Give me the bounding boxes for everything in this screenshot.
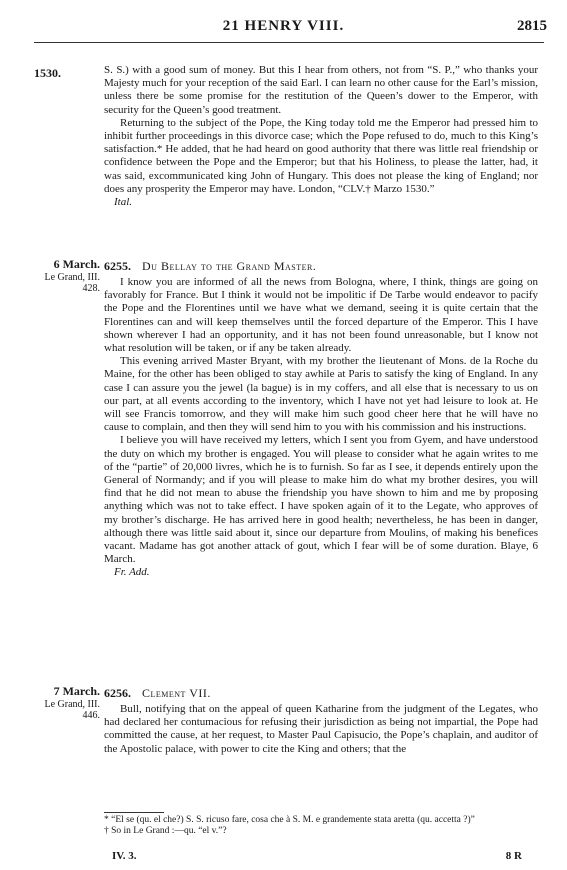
entry-6255-body: [104, 276, 538, 580]
paragraph: This evening arrived Master Bryant, with my brother the lieutenant of Mons. de la Roche du Maine, for the other has been obliged to stay awhile at Paris to satisfy the king of England. In any case I can assure you the jewel (la bague) is in my coffers, and all else that is necessary to us on our part, at all events according to the inventory, which I have not yet had leisure to look at. He will see Francis tomorrow, and they will make him such good cheer here that he will have no cause to complain, and then they will send him to you with his commission and his instructions.: [104, 355, 538, 434]
page-header: [0, 18, 567, 38]
page-number: 2815: [517, 18, 547, 34]
gathering-mark: 8 R: [505, 850, 522, 862]
source-signoff: Ital.: [114, 196, 133, 209]
paragraph: Bull, notifying that on the appeal of queen Katharine from the judgment of the Legates, who had declared her contumacious for refusing their jurisdiction as being not impartial, the Pope had committed the cause, at her request, to Master Paul Capisucio, the Pope’s chaplain, and auditor of the Apostolic palace, with power to cite the King and others; that the: [104, 703, 538, 755]
source-reference: Le Grand, III.: [44, 699, 100, 710]
footnote: * “El se (qu. el che?) S. S. ricuso fare, cosa che à S. M. e grandemente stata aretta (qu. accetta ?)”: [104, 815, 475, 825]
entry-date: 6 March.: [53, 257, 100, 271]
paragraph: I know you are informed of all the news from Bologna, where, I think, things are going on favorably for France. But I think it would not be impolitic if De Tarbe would endeavor to pacify the Pope and the Florentines until we have what we demand, seeing it is quite certain that the Florentines can and will keep themselves until the forced departure of the Emperor. This I have shown wherever I had an opportunity, and it has not been found unreasonable, but I know not what resolution will be taken, or if any be taken already.: [104, 276, 538, 355]
entry-number: 6256.: [104, 686, 131, 700]
paragraph: S. S.) with a good sum of money. But this I hear from others, not from “S. P.,” who thanks your Majesty much for your reception of the said Earl. I can learn no other cause for the Earl’s mission, unless there be some promise for the restitution of the Queen’s dower to the Emperor, with security for the Queen’s good treatment.: [104, 64, 538, 116]
entry-title: Du Bellay to the Grand Master.: [142, 259, 317, 273]
source-page: 446.: [82, 710, 100, 721]
paragraph: I believe you will have received my letters, which I sent you from Gyem, and have understood the duty on which my brother is engaged. You will please to consider what he again writes to me of the “partie” of 20,000 livres, which he is to furnish. So far as I see, it depends entirely upon the General of Normandy; and if you will please to make him do what my brother desires, you will find that he did not mean to abuse the friendship you have shown to him and me by proposing anything which was not to take effect. I have spoken again of it to the Legate, who approves of my brother’s discharge. He has arrived here in good health; nevertheless, he has been in danger, although there was little said about it, since our departure from Moulins, of making his benefices vacant. Madame has got another attack of gout, which I fear will be of some duration. Blaye, 6 March.: [104, 434, 538, 566]
paragraph: Returning to the subject of the Pope, the King today told me the Emperor had pressed him to inhibit further proceedings in this divorce case; which the Pope refused to do, much to this King’s satisfaction.* He added, that he had heard on good authority that there was little real friendship or confidence between the Pope and the Emperor; but that his Holiness, to please the latter, had, it was said, excommunicated king John of Hungary. This does not please the king of England; nor does any prosperity the Emperor may have. London, “CLV.† Marzo 1530.”: [104, 116, 538, 195]
entry-6256-body: [104, 703, 538, 756]
entry-date: 7 March.: [53, 684, 100, 698]
volume-mark: IV. 3.: [112, 850, 137, 862]
footnotes: [104, 815, 538, 837]
entry-6255-margin: [34, 259, 100, 294]
source-signoff: Fr. Add.: [114, 566, 150, 579]
year-margin: 1530.: [34, 66, 61, 80]
entry-6256-heading: [104, 686, 538, 701]
entry-title: Clement VII.: [142, 686, 211, 700]
entry-6255-heading: [104, 259, 538, 274]
source-reference: Le Grand, III.: [44, 272, 100, 283]
footnote-rule: [104, 812, 164, 813]
continued-letter: [104, 64, 538, 209]
entry-6256-margin: [34, 686, 100, 721]
source-page: 428.: [82, 283, 100, 294]
footnote: † So in Le Grand :—qu. “el v.”?: [104, 826, 227, 836]
header-rule: [34, 42, 544, 43]
running-title: 21 HENRY VIII.: [222, 18, 345, 34]
entry-number: 6255.: [104, 259, 131, 273]
